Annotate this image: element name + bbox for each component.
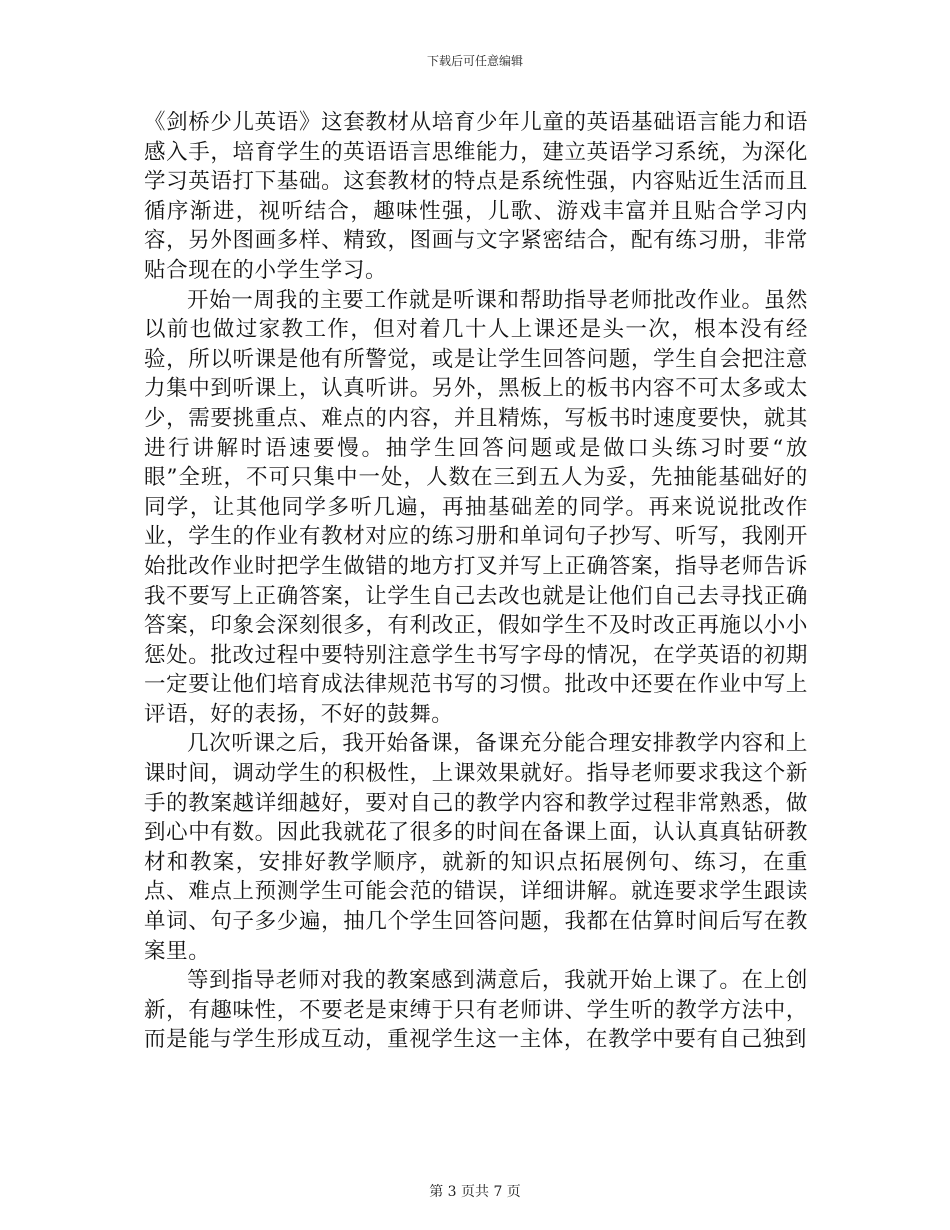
paragraph: 开始一周我的主要工作就是听课和帮助指导老师批改作业。虽然以前也做过家教工作，但对着几十人上课还是头一次，根本没有经验，所以听课是他有所警觉，或是让学生回答问题，学生自会把注意力集中到听课上，认真听讲。另外，黑板上的板书内容不可太多或太少，需要挑重点、难点的内容，并且精炼，写板书时速度要快，就其进行讲解时语速要慢。抽学生回答问题或是做口头练习时要“放眼”全班，不可只集中一处，人数在三到五人为妥，先抽能基础好的同学，让其他同学多听几遍，再抽基础差的同学。再来说说批改作业，学生的作业有教材对应的练习册和单词句子抄写、听写，我刚开始批改作业时把学生做错的地方打叉并写上正确答案，指导老师告诉我不要写上正确答案，让学生自己去改也就是让他们自己去寻找正确答案，印象会深刻很多，有利改正，假如学生不及时改正再施以小小惩处。批改过程中要特别注意学生书写字母的情况，在学英语的初期一定要让他们培育成法律规范书写的习惯。批改中还要在作业中写上评语，好的表扬，不好的鼓舞。: [144, 287, 808, 727]
paragraph: 等到指导老师对我的教案感到满意后，我就开始上课了。在上创新，有趣味性，不要老是束缚于只有老师讲、学生听的教学方法中，而是能与学生形成互动，重视学生这一主体，在教学中要有自己独到: [144, 968, 808, 1053]
paragraph: 几次听课之后，我开始备课，备课充分能合理安排教学内容和上课时间，调动学生的积极性，上课效果就好。指导老师要求我这个新手的教案越详细越好，要对自己的教学内容和教学过程非常熟悉，做到心中有数。因此我就花了很多的时间在备课上面，认认真真钻研教材和教案，安排好教学顺序，就新的知识点拓展例句、练习，在重点、难点上预测学生可能会范的错误，详细讲解。就连要求学生跟读单词、句子多少遍，抽几个学生回答问题，我都在估算时间后写在教案里。: [144, 731, 808, 964]
page-number: 第 3 页共 7 页: [429, 1184, 521, 1200]
page-header-note: 下载后可任意编辑: [426, 54, 523, 68]
document-body: [144, 108, 808, 1055]
paragraph: 《剑桥少儿英语》这套教材从培育少年儿童的英语基础语言能力和语感入手，培育学生的英语语言思维能力，建立英语学习系统，为深化学习英语打下基础。这套教材的特点是系统性强，内容贴近生活而且循序渐进，视听结合，趣味性强，儿歌、游戏丰富并且贴合学习内容，另外图画多样、精致，图画与文字紧密结合，配有练习册，非常贴合现在的小学生学习。: [144, 110, 808, 283]
